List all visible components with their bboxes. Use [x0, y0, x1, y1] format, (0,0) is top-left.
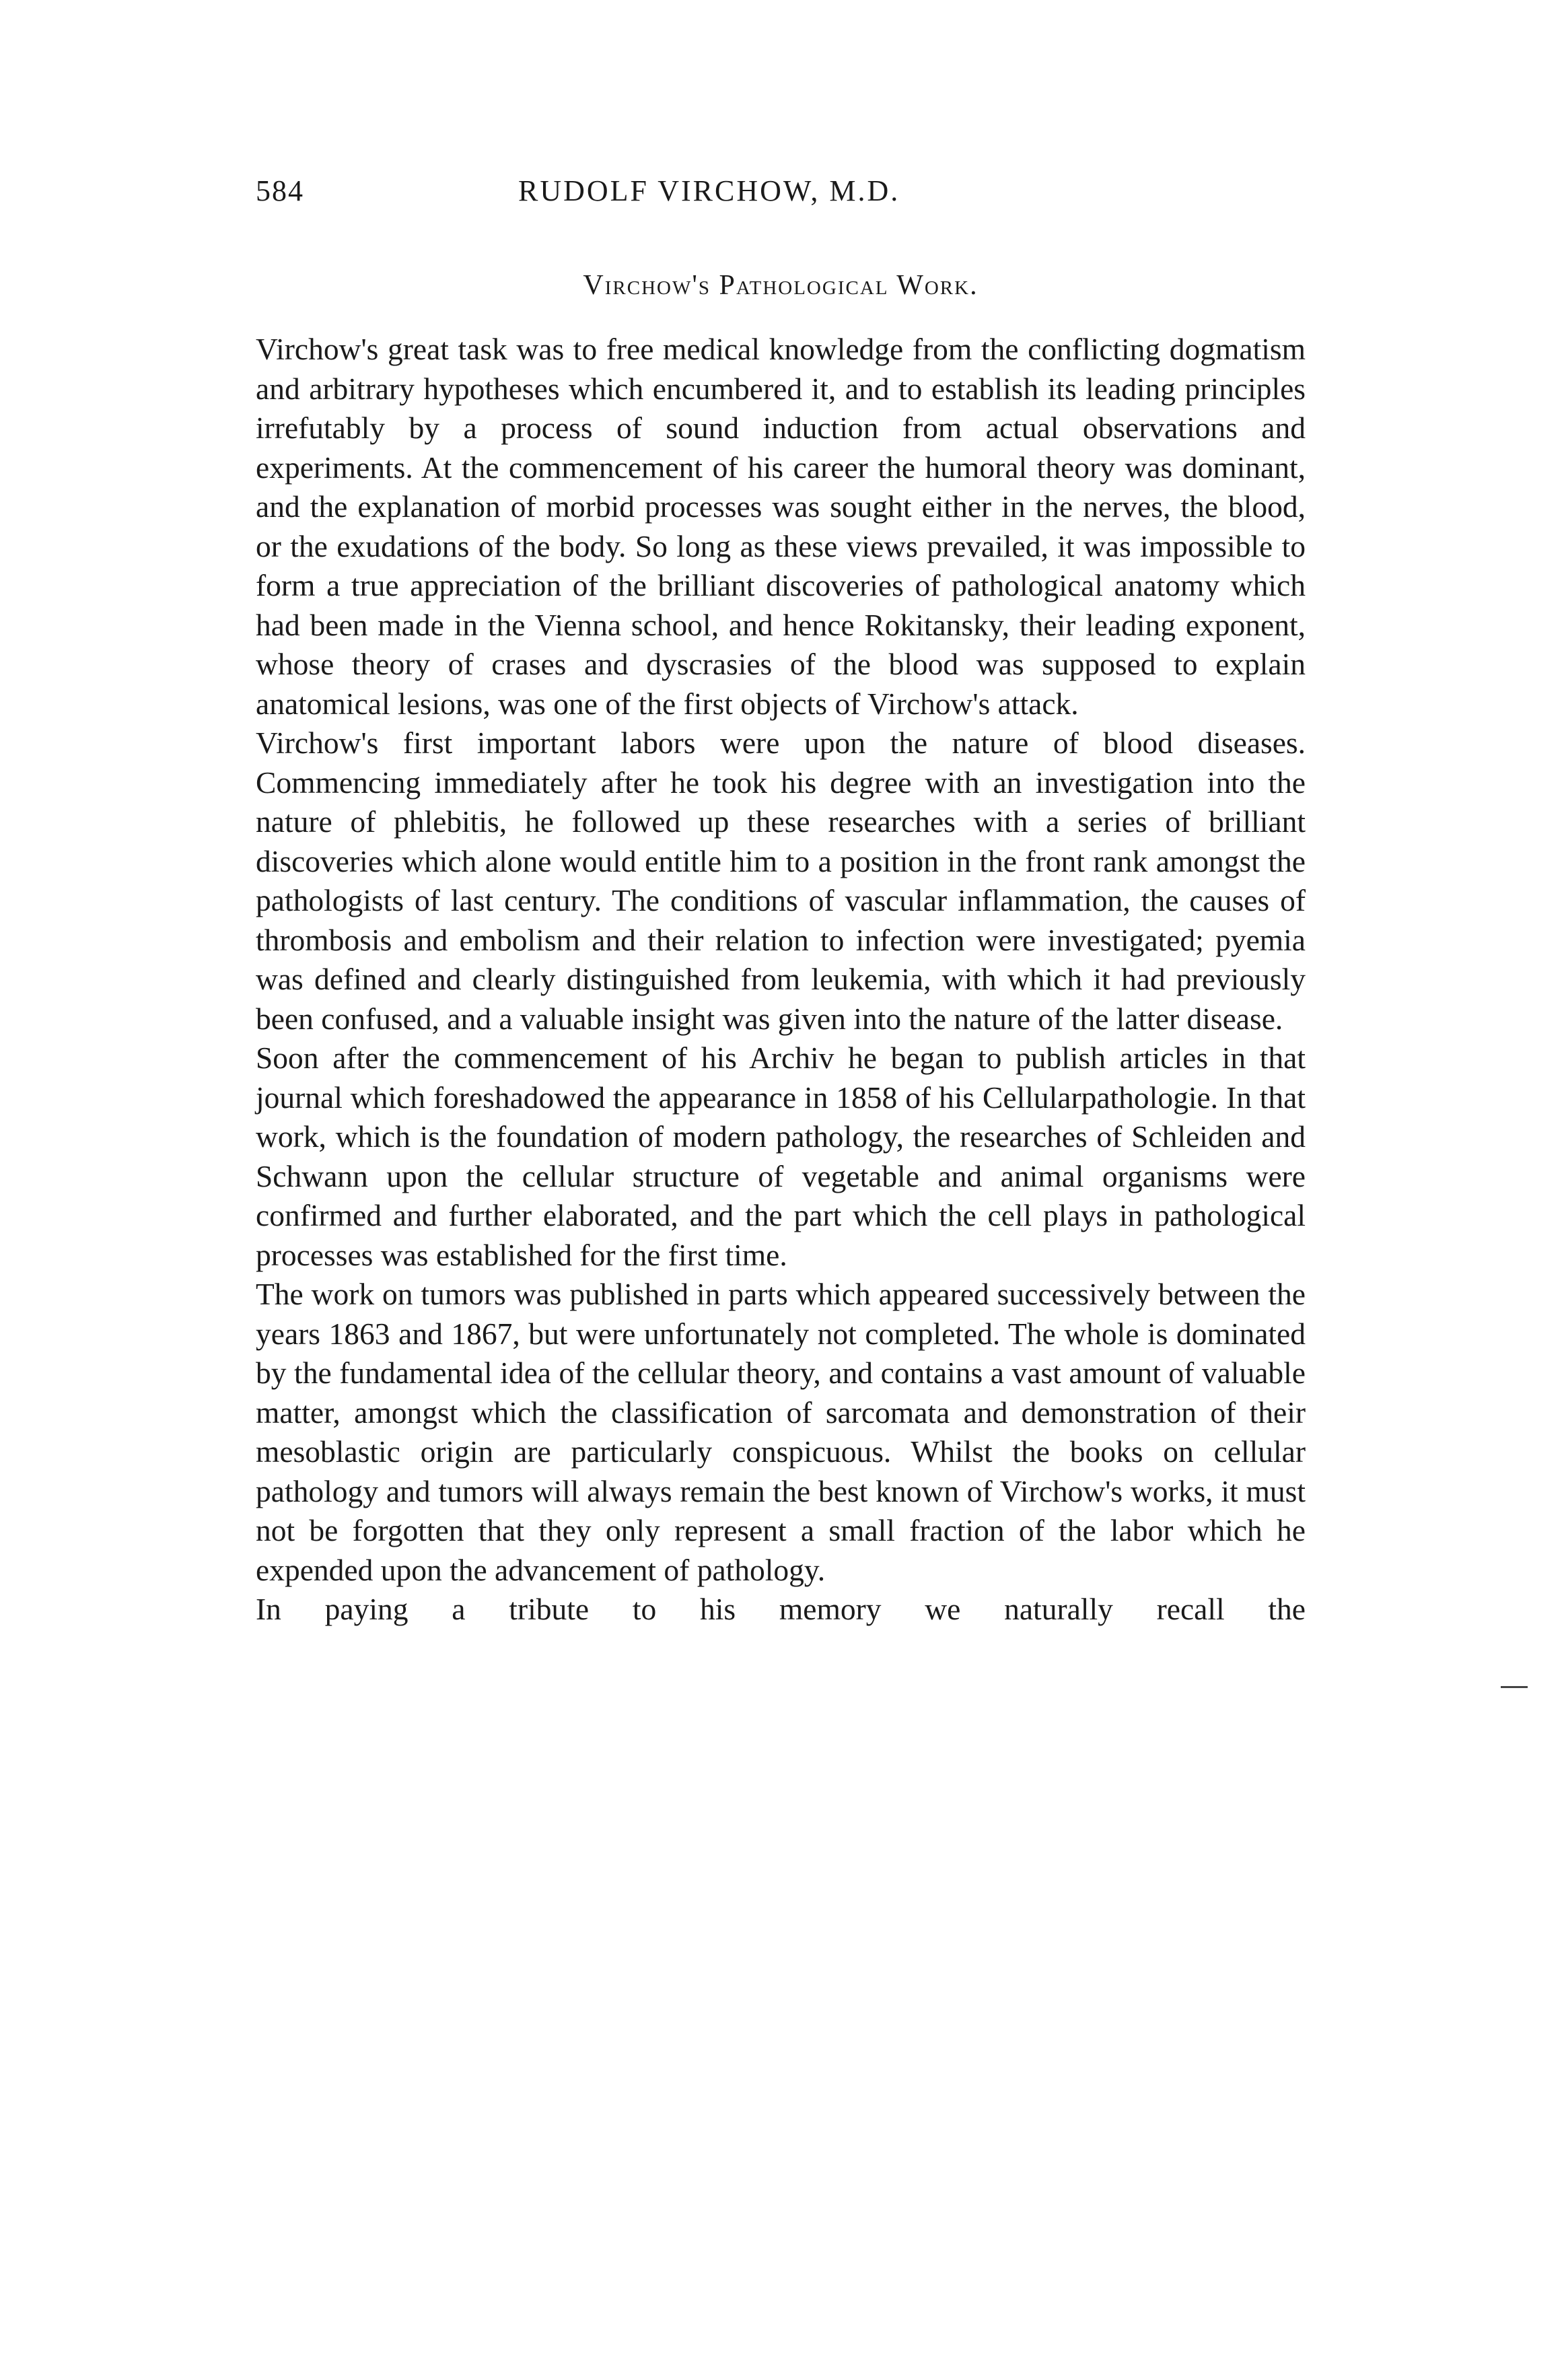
body-text [256, 330, 1306, 1630]
paragraph-1: Virchow's great task was to free medical knowledge from the conflicting dogmatism and arbitrary hypotheses which encumbered it, and to establish its leading principles irrefutably by a process of sound induction from actual observations and experiments. At the commencement of his career the humoral theory was dominant, and the explanation of morbid processes was sought either in the nerves, the blood, or the exudations of the body. So long as these views prevailed, it was impossible to form a true appreciation of the brilliant discoveries of pathological anatomy which had been made in the Vienna school, and hence Rokitansky, their leading exponent, whose theory of crases and dyscrasies of the blood was supposed to explain anatomical lesions, was one of the first objects of Virchow's attack. [256, 332, 1306, 721]
section-heading: Virchow's Pathological Work. [583, 270, 979, 301]
paragraph-4: The work on tumors was published in parts which appeared successively between the years 1863 and 1867, but were unfortunately not completed. The whole is dominated by the fundamental idea of the cellular theory, and contains a vast amount of valuable matter, amongst which the classification of sarcomata and demonstration of their mesoblastic origin are particularly conspicuous. Whilst the books on cellular pathology and tumors will always remain the best known of Virchow's works, it must not be forgotten that they only represent a small fraction of the labor which he expended upon the advancement of pathology. [256, 1277, 1306, 1587]
paragraph-5: In paying a tribute to his memory we naturally recall the [256, 1592, 1306, 1626]
paragraph-3: Soon after the commencement of his Archiv he began to publish articles in that journal which foreshadowed the appearance in 1858 of his Cellularpathologie. In that work, which is the foundation of modern pathology, the researches of Schleiden and Schwann upon the cellular structure of vegetable and animal organisms were confirmed and further elaborated, and the part which the cell plays in pathological processes was established for the first time. [256, 1041, 1306, 1272]
running-title: RUDOLF VIRCHOW, M.D. [518, 174, 900, 207]
running-head [256, 174, 1306, 221]
page-number: 584 [256, 174, 304, 207]
margin-dash-mark [1501, 1686, 1528, 1692]
paragraph-2: Virchow's first important labors were upon the nature of blood diseases. Commencing immediately after he took his degree with an investigation into the nature of phlebitis, he followed up these researches with a series of brilliant discoveries which alone would entitle him to a position in the front rank amongst the pathologists of last century. The conditions of vascular inflammation, the causes of thrombosis and embolism and their relation to infection were investigated; pyemia was defined and clearly distinguished from leukemia, with which it had previously been confused, and a valuable insight was given into the nature of the latter disease. [256, 726, 1306, 1036]
